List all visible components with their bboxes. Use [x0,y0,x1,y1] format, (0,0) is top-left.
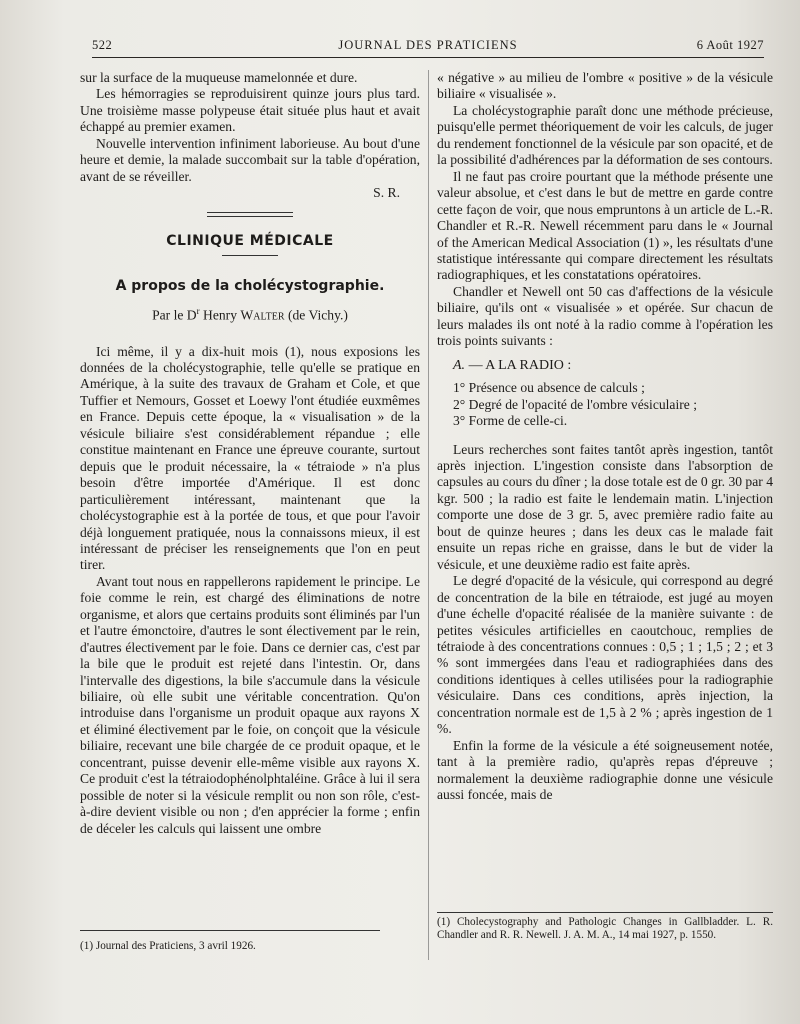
header-rule [92,57,764,58]
byline: Par le $D^r$ Henry Walter (de Vichy.) [152,305,348,323]
criteria-list [437,380,773,429]
paragraph: Enfin la forme de la vésicule a été soigneusement notée, tant à la première radio, qu'après repas d'épreuve ; normalement la deuxième radiographie donne une vésicule aussi foncée, mais de [437,737,773,803]
footnote-right: (1) Cholecystography and Pathologic Changes in Gallbladder. L. R. Chandler and R. R. Newell. J. A. M. A., 14 mai 1927, p. 1550. [437,916,773,942]
paragraph: Avant tout nous en rappellerons rapidement le principe. Le foie comme le rein, est chargé des éliminations de notre organisme, et alors que certains produits sont éliminés par l'un et l'autre émonctoire, d'autres le sont électivement par le rein, d'autres électivement par le foie. Dans ce dernier cas, c'est par la bile que le produit est rejeté dans l'intestin. Or, dans l'intervalle des digestions, la bile s'accumule dans la vésicule biliaire, où elle subit une véritable concentration. Qu'on introduise dans l'organisme un produit opaque aux rayons X et éliminé électivement par le foie, on conçoit que la vésicule biliaire, recevant une bile chargée de ce produit opaque, et le concentrant, puisse devenir elle-même visible aux rayons X. Ce produit c'est la tétraiodophénolphtaléine. Grâce à lui il sera possible de noter si la vésicule remplit ou non son rôle, c'est-à-dire devient visible ou non ; d'en apprécier la forme ; enfin de déceler les calculs qui laissent une ombre [80,573,420,836]
article-title: A propos de la cholécystographie. [115,278,385,295]
paragraph: Les hémorragies se reproduisirent quinze jours plus tard. Une troisième masse polypeuse était située plus haut et avait échappé au premier examen. [80,86,420,135]
left-column [80,70,420,837]
footnote-rule [437,912,773,913]
list-item: 2° Degré de l'opacité de l'ombre vésiculaire ; [453,396,697,412]
paragraph: Nouvelle intervention infiniment laborieuse. Au bout d'une heure et demie, la malade succombait sur la table d'opération, avant de se réveiller. [80,135,420,184]
running-header [92,38,764,56]
paragraph: Leurs recherches sont faites tantôt après ingestion, tantôt après injection. L'ingestion consiste dans l'absorption de capsules au cours du dîner ; la dose totale est de 0 gr. 30 par 4 kgr. 500 ; la radio est faite le lendemain matin. L'injection comporte une dose de 3 gr. 5, avec première radio faite au bout de quinze heures ; dans les deux cas le malade fait ensuite un repas riche en graisse, dans le but de vider la vésicule, et une deuxième radio est faite après. [437,441,773,572]
paragraph: Le degré d'opacité de la vésicule, qui correspond au degré de concentration de la bile en tétraiode, est jugé au moyen d'une échelle d'opacité réalisée de la manière suivante : de petites vésicules artificielles en caoutchouc, remplies de tétraiode à des concentrations connues : 0,5 ; 1 ; 1,5 ; 2 ; et 3 % sont immergées dans l'eau et radiographiées dans des conditions identiques à celles utilisées pour la radiographie vésiculaire. Dans ces conditions, après injection, la concentration normale est de 1,5 à 2 % ; après ingestion de 1 %. [437,573,773,737]
section-title: CLINIQUE MÉDICALE [166,232,334,249]
list-item: 3° Forme de celle-ci. [453,413,568,429]
list-item: 1° Présence ou absence de calculs ; [453,380,645,396]
right-column [437,70,773,803]
section-separator [207,212,293,217]
paragraph: Il ne faut pas croire pourtant que la méthode présente une valeur absolue, et c'est dans le but de mettre en garde contre cette façon de voir, que nous empruntons à un article de L.-R. Chandler et R.-R. Newell récemment paru dans le « Journal of the American Medical Association (1) », les résultats d'une statistique intéressante qui compare directement les résultats radiographiques, et les constatations opératoires. [437,168,773,283]
column-divider [428,70,429,960]
page-number: 522 [92,38,113,52]
subheading: A. — A LA RADIO : [453,357,572,373]
journal-title: JOURNAL DES PRATICIENS [338,38,518,52]
section-title-rule [222,255,278,256]
paragraph: Chandler et Newell ont 50 cas d'affections de la vésicule biliaire, qu'ils ont « visualisée » et opérée. Sur chacun de leurs malades ils ont noté à la radio comme à l'opération les trois points suivants : [437,283,773,349]
footnote-left: (1) Journal des Praticiens, 3 avril 1926. [80,940,256,952]
paragraph: sur la surface de la muqueuse mamelonnée et dure. [80,70,358,85]
issue-date: 6 Août 1927 [696,38,764,52]
footnote-rule [80,930,380,931]
paragraph: La cholécystographie paraît donc une méthode précieuse, puisqu'elle permet théoriquement de voir les calculs, de juger du rendement fonctionnel de la vésicule par son opacité, et de la possibilité d'adhérences par la déformation de ses contours. [437,102,773,168]
signature: S. R. [373,185,400,201]
paragraph: Ici même, il y a dix-huit mois (1), nous exposions les données de la cholécystographie, telle qu'elle se pratique en Amérique, à la suite des travaux de Graham et Cole, et que Tuffier et Nemours, Gosset et Loewy l'ont étudiée euxmêmes en France. Depuis cette époque, la « visualisation » de la vésicule biliaire s'est considérablement répandue ; elle constitue maintenant en France une épreuve courante, surtout depuis que le produit nécessaire, la « tétraiode » n'a plus besoin d'être importée d'Amérique. Il est donc particulièrement intéressant, maintenant que la cholécystographie est à la portée de tous, et que pour l'avoir déjà longuement pratiquée, nous la connaissons mieux, il est intéressant de préciser les renseignements que l'on en peut tirer. [80,343,420,573]
paragraph: « négative » au milieu de l'ombre « positive » de la vésicule biliaire « visualisée ». [437,70,773,102]
